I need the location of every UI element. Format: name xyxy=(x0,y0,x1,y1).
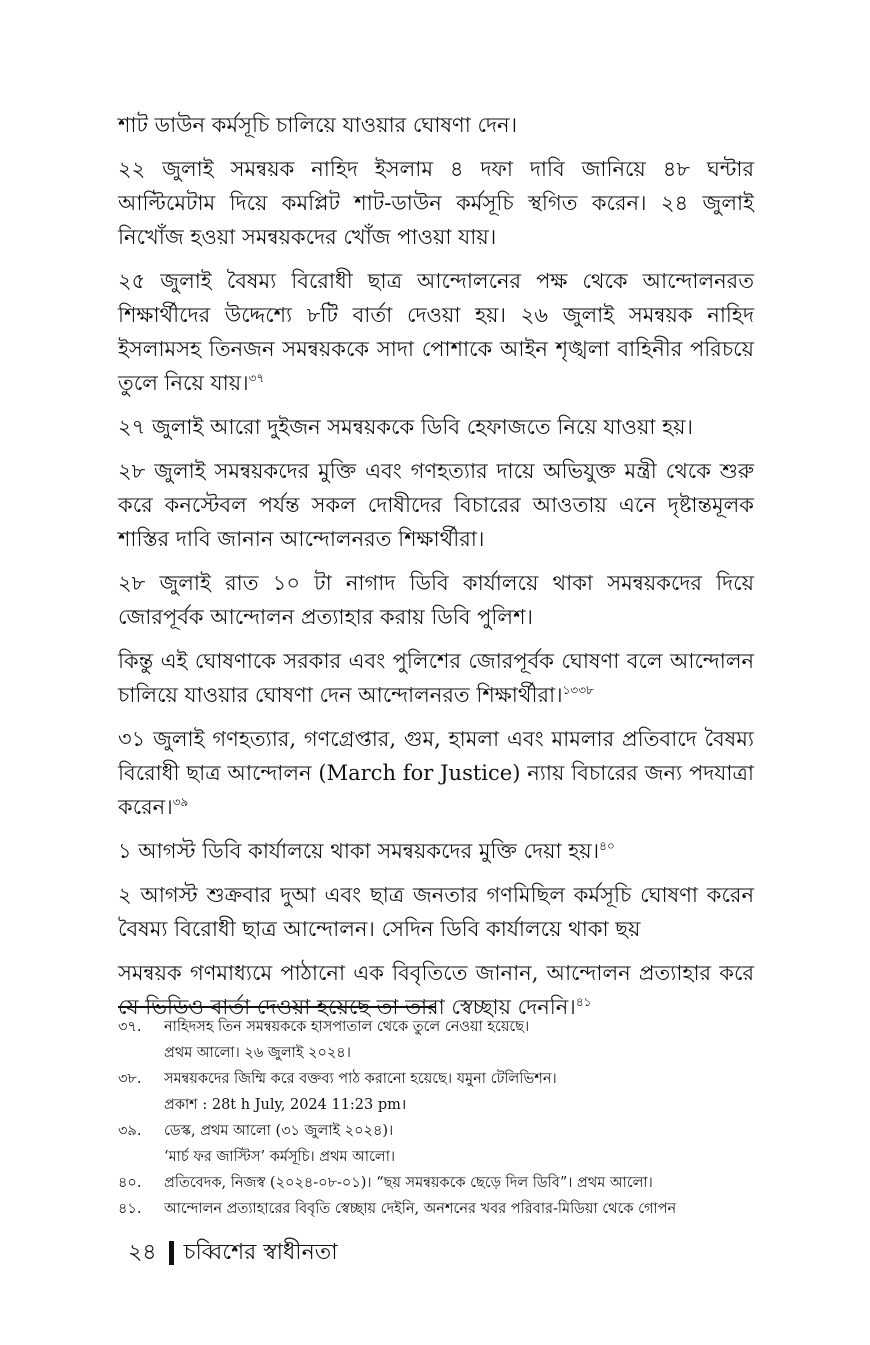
paragraph: ৩১ জুলাই গণহত্যার, গণগ্রেপ্তার, গুম, হামলা এবং মামলার প্রতিবাদে বৈষম্য বিরোধী ছাত্র আন্দোলন (March for Justice) ন্যায় বিচারের জন্য পদযাত্রা করেন।$^{৩৯}$ xyxy=(118,727,754,819)
footer-divider-bar xyxy=(169,1241,174,1265)
footnote-divider xyxy=(118,1006,436,1008)
paragraph: ২৮ জুলাই রাত ১০ টা নাগাদ ডিবি কার্যালয়ে থাকা সমন্বয়কদের দিয়ে জোরপূর্বক আন্দোলন প্রত্যাহার করায় ডিবি পুলিশ। xyxy=(118,571,754,629)
footnote-item xyxy=(118,1014,758,1066)
running-footer xyxy=(128,1238,338,1268)
footnote-ref: ৪১ xyxy=(575,995,592,1009)
page-number: ২৪ xyxy=(128,1240,157,1265)
footnote-text: ‘মার্চ ফর জাস্টিস’ কর্মসূচি। প্রথম আলো। xyxy=(164,1149,396,1165)
footnote-ref: ৩৭ xyxy=(248,371,265,385)
footnote-item xyxy=(118,1170,758,1196)
footnote-item xyxy=(118,1066,758,1118)
footnote-ref: ১৩৩৮ xyxy=(562,683,594,697)
footnote-item xyxy=(118,1118,758,1170)
footnotes xyxy=(118,1014,758,1222)
paragraph: ২৮ জুলাই সমন্বয়কদের মুক্তি এবং গণহত্যার দায়ে অভিযুক্ত মন্ত্রী থেকে শুরু করে কনস্টেবল পর্যন্ত সকল দোষীদের বিচারের আওতায় এনে দৃষ্টান্তমূলক শাস্তির দাবি জানান আন্দোলনরত শিক্ষার্থীরা। xyxy=(118,459,754,551)
footnote-item xyxy=(118,1196,758,1222)
footnote-number: ৪১. xyxy=(118,1201,142,1217)
footnote-text: প্রকাশ : 28t h July, 2024 11:23 pm। xyxy=(164,1097,407,1113)
body-text xyxy=(118,108,754,1034)
paragraph: সমন্বয়ক গণমাধ্যমে পাঠানো এক বিবৃতিতে জানান, আন্দোলন প্রত্যাহার করে যে ভিডিও বার্তা দেওয়া হয়েছে তা তারা স্বেচ্ছায় দেননি।$^{৪১}$ xyxy=(118,961,754,1019)
footnote-number: ৩৮. xyxy=(118,1071,142,1087)
book-title: চব্বিশের স্বাধীনতা xyxy=(183,1240,338,1265)
footnote-text: প্রথম আলো। ২৬ জুলাই ২০২৪। xyxy=(164,1045,351,1061)
paragraph: ২২ জুলাই সমন্বয়ক নাহিদ ইসলাম ৪ দফা দাবি জানিয়ে ৪৮ ঘন্টার আল্টিমেটাম দিয়ে কমপ্লিট শাট-ডাউন কর্মসূচি স্থগিত করেন। ২৪ জুলাই নিখোঁজ হওয়া সমন্বয়কদের খোঁজ পাওয়া যায়। xyxy=(118,157,754,249)
footnote-text: সমন্বয়কদের জিম্মি করে বক্তব্য পাঠ করানো হয়েছে। যমুনা টেলিভিশন। xyxy=(164,1071,557,1087)
paragraph: শাট ডাউন কর্মসূচি চালিয়ে যাওয়ার ঘোষণা দেন। xyxy=(118,113,518,137)
paragraph: ১ আগস্ট ডিবি কার্যালয়ে থাকা সমন্বয়কদের মুক্তি দেয়া হয়।$^{৪০}$ xyxy=(118,839,615,863)
footnote-ref: ৩৯ xyxy=(172,795,189,809)
paragraph: ২৫ জুলাই বৈষম্য বিরোধী ছাত্র আন্দোলনের পক্ষ থেকে আন্দোলনরত শিক্ষার্থীদের উদ্দেশ্যে ৮টি বার্তা দেওয়া হয়। ২৬ জুলাই সমন্বয়ক নাহিদ ইসলামসহ তিনজন সমন্বয়ককে সাদা পোশাকে আইন শৃঙ্খলা বাহিনীর পরিচয়ে তুলে নিয়ে যায়।$^{৩৭}$ xyxy=(118,269,754,395)
footnote-number: ৩৯. xyxy=(118,1123,142,1139)
paragraph: কিন্তু এই ঘোষণাকে সরকার এবং পুলিশের জোরপূর্বক ঘোষণা বলে আন্দোলন চালিয়ে যাওয়ার ঘোষণা দেন আন্দোলনরত শিক্ষার্থীরা।$^{১৩৩৮}$ xyxy=(118,649,754,707)
footnote-number: ৩৭. xyxy=(118,1019,142,1035)
footnote-text: ডেস্ক, প্রথম আলো (৩১ জুলাই ২০২৪)। xyxy=(164,1123,394,1139)
footnote-text: প্রতিবেদক, নিজস্ব (২০২৪-০৮-০১)। “ছয় সমন্বয়ককে ছেড়ে দিল ডিবি”। প্রথম আলো। xyxy=(164,1175,653,1191)
footnote-number: ৪০. xyxy=(118,1175,142,1191)
footnote-text: আন্দোলন প্রত্যাহারের বিবৃতি স্বেচ্ছায় দেইনি, অনশনের খবর পরিবার-মিডিয়া থেকে গোপন xyxy=(164,1201,677,1217)
footnote-ref: ৪০ xyxy=(599,839,615,853)
footnote-text: নাহিদসহ তিন সমন্বয়ককে হাসপাতাল থেকে তুলে নেওয়া হয়েছে। xyxy=(164,1019,530,1035)
paragraph: ২৭ জুলাই আরো দুইজন সমন্বয়ককে ডিবি হেফাজতে নিয়ে যাওয়া হয়। xyxy=(118,415,694,439)
paragraph: ২ আগস্ট শুক্রবার দুআ এবং ছাত্র জনতার গণমিছিল কর্মসূচি ঘোষণা করেন বৈষম্য বিরোধী ছাত্র আন্দোলন। সেদিন ডিবি কার্যালয়ে থাকা ছয় xyxy=(118,883,754,941)
